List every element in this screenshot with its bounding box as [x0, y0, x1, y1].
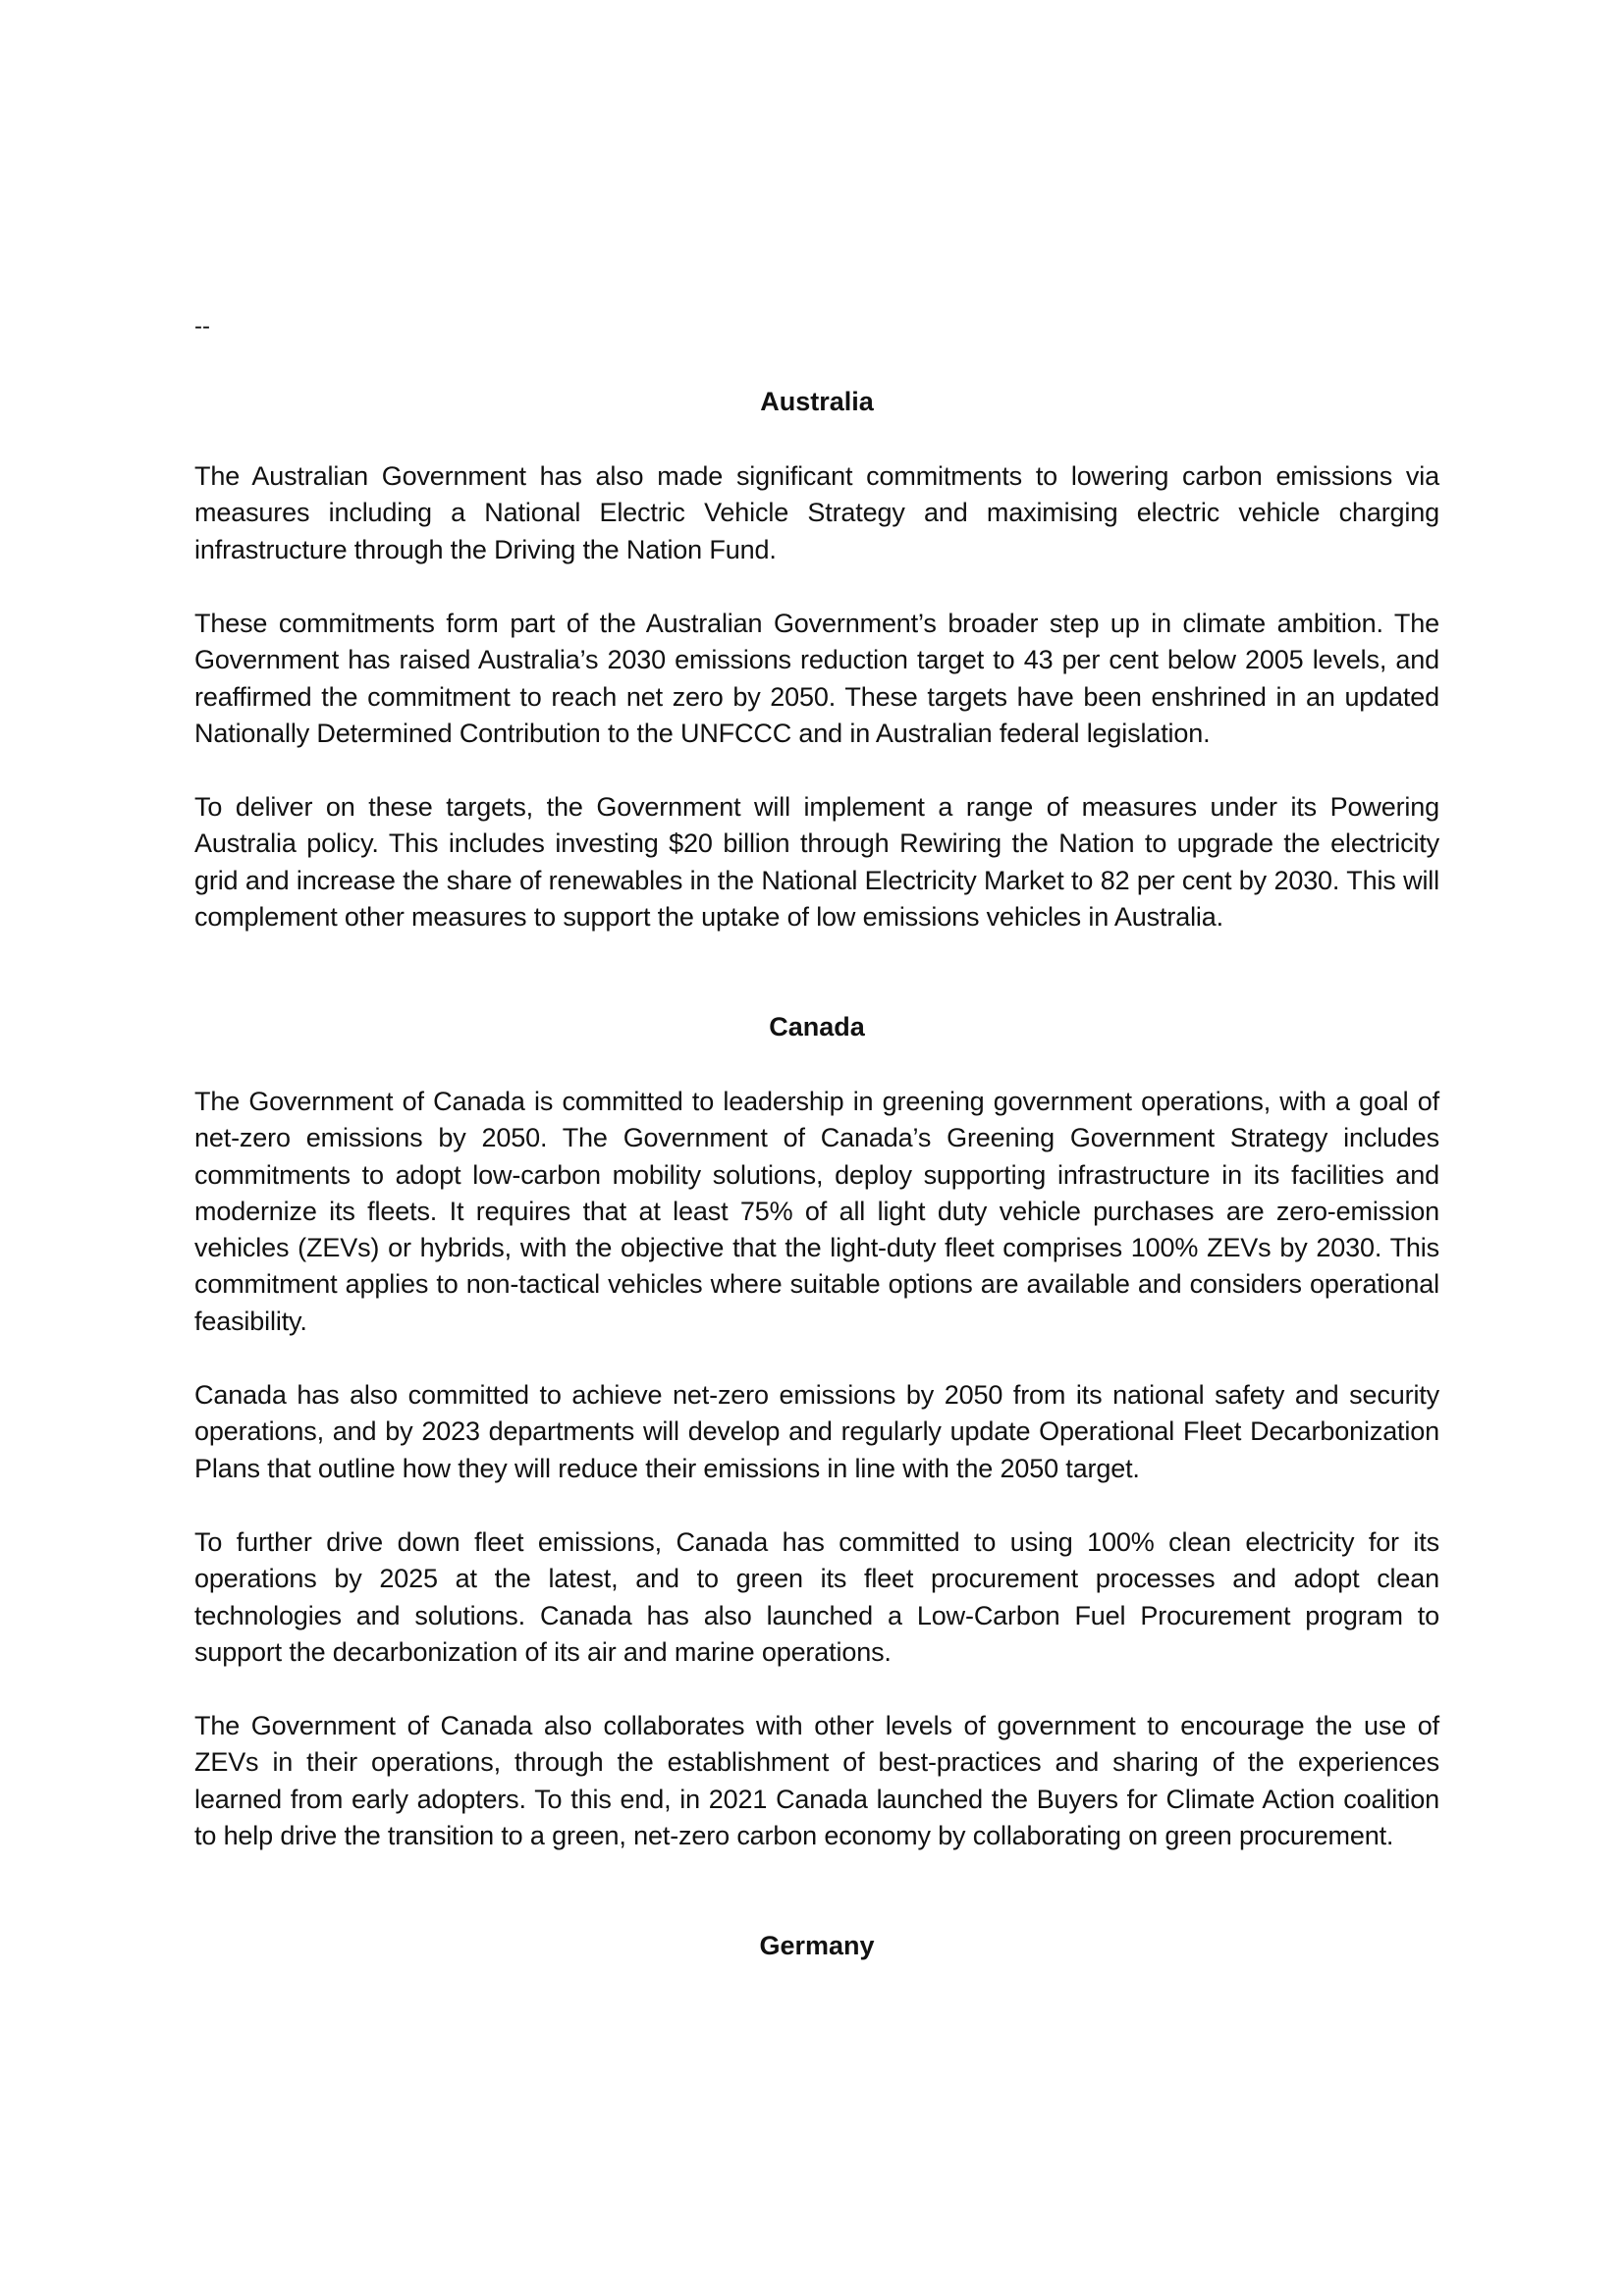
paragraph-australia-1: The Australian Government has also made significant commitments to lowering carbon emissions via measures including a National Electric Vehicle Strategy and maximising electric vehicle charging infrastructure through the Driving the Nation Fund. — [194, 461, 1439, 564]
heading-germany: Germany — [759, 1931, 875, 1960]
paragraph-canada-3: To further drive down fleet emissions, Canada has committed to using 100% clean electricity for its operations by 2025 at the latest, and to green its fleet procurement processes and adopt clean technologies and solutions. Canada has also launched a Low-Carbon Fuel Procurement program to support the decarbonization of its air and marine operations. — [194, 1527, 1439, 1667]
heading-canada: Canada — [769, 1012, 865, 1041]
paragraph-canada-1: The Government of Canada is committed to leadership in greening government operations, with a goal of net-zero emissions by 2050. The Government of Canada’s Greening Government Strategy includes commitments to adopt low-carbon mobility solutions, deploy supporting infrastructure in its facilities and modernize its fleets. It requires that at least 75% of all light duty vehicle purchases are zero-emission vehicles (ZEVs) or hybrids, with the objective that the light-duty fleet comprises 100% ZEVs by 2030. This commitment applies to non-tactical vehicles where suitable options are available and considers operational feasibility. — [194, 1087, 1439, 1336]
paragraph-canada-4: The Government of Canada also collaborates with other levels of government to encourage the use of ZEVs in their operations, through the establishment of best-practices and sharing of the experiences learned from early adopters. To this end, in 2021 Canada launched the Buyers for Climate Action coalition to help drive the transition to a green, net-zero carbon economy by collaborating on green procurement. — [194, 1711, 1439, 1850]
heading-australia: Australia — [760, 387, 874, 416]
paragraph-australia-3: To deliver on these targets, the Government will implement a range of measures under its Powering Australia policy. This includes investing $20 billion through Rewiring the Nation to upgrade the electricity grid and increase the share of renewables in the National Electricity Market to 82 per cent by 2030. This will complement other measures to support the uptake of low emissions vehicles in Australia. — [194, 792, 1439, 932]
paragraph-australia-2: These commitments form part of the Australian Government’s broader step up in climate ambition. The Government has raised Australia’s 2030 emissions reduction target to 43 per cent below 2005 levels, and reaffirmed the commitment to reach net zero by 2050. These targets have been enshrined in an updated Nationally Determined Contribution to the UNFCCC and in Australian federal legislation. — [194, 609, 1439, 748]
paragraph-canada-2: Canada has also committed to achieve net-zero emissions by 2050 from its national safety and security operations, and by 2023 departments will develop and regularly update Operational Fleet Decarbonization Plans that outline how they will reduce their emissions in line with the 2050 target. — [194, 1380, 1439, 1483]
separator-dashes: -- — [194, 313, 210, 340]
